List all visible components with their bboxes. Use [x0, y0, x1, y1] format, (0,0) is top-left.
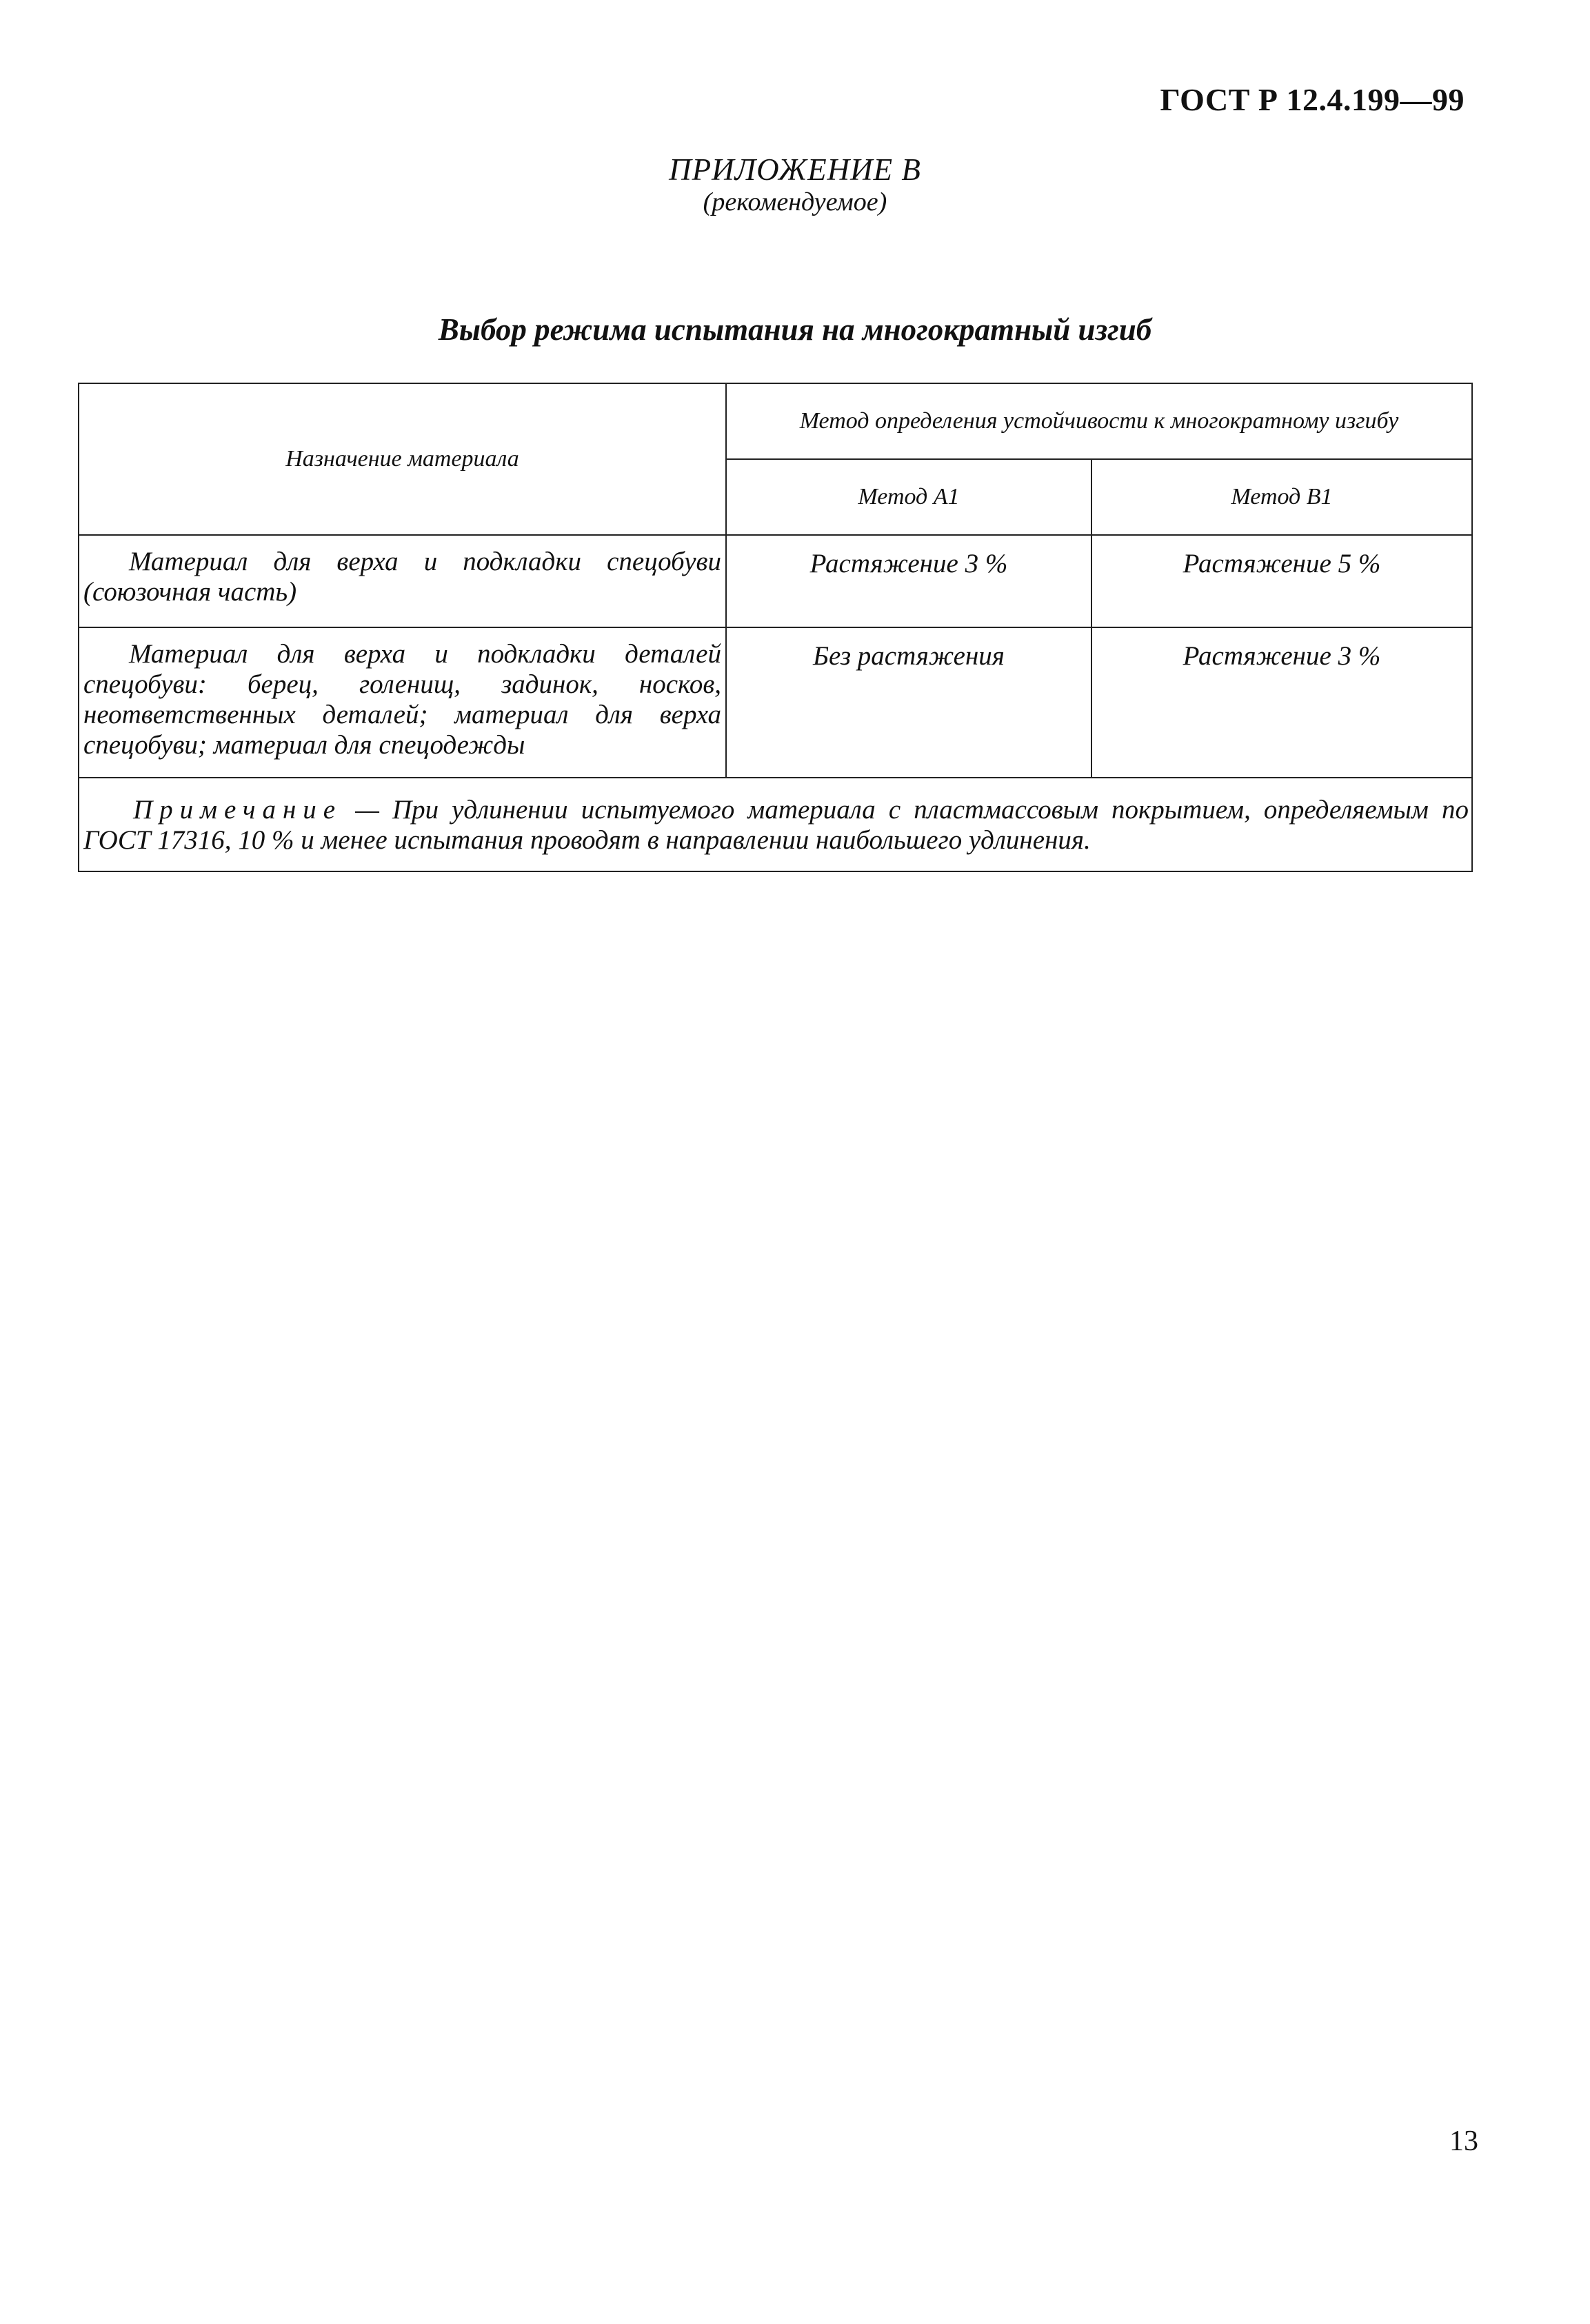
header-method-a1: Метод А1 [726, 459, 1091, 535]
row-material-cell: Материал для верха и подкладки деталей спецобуви: берец, голенищ, задинок, носков, неответственных деталей; материал для верха спецобуви; материал для спецодежды [79, 627, 726, 778]
page-number: 13 [1449, 2125, 1478, 2157]
note-text: — При удлинении испытуемого материала с пластмассовым покрытием, определяемым по ГОСТ 17316, 10 % и менее испытания проводят в направлении наибольшего удлинения. [83, 795, 1469, 855]
header-method-b1: Метод В1 [1091, 459, 1472, 535]
test-mode-table [78, 383, 1473, 872]
row-a1-cell: Без растяжения [726, 627, 1091, 778]
table-note [79, 778, 1472, 871]
table-row [79, 627, 1472, 778]
note-label: Примечание [133, 795, 343, 825]
table-row [79, 535, 1472, 627]
appendix-title: ПРИЛОЖЕНИЕ В [669, 152, 921, 187]
row-b1-cell: Растяжение 5 % [1091, 535, 1472, 627]
appendix-subtitle: (рекомендуемое) [703, 188, 887, 216]
table-title: Выбор режима испытания на многократный изгиб [438, 312, 1152, 347]
document-code: ГОСТ Р 12.4.199—99 [1160, 82, 1465, 117]
row-b1-cell: Растяжение 3 % [1091, 627, 1472, 778]
header-method-group: Метод определения устойчивости к многократному изгибу [726, 383, 1472, 459]
row-a1-cell: Растяжение 3 % [726, 535, 1091, 627]
header-material-purpose: Назначение материала [79, 383, 726, 535]
row-material-cell: Материал для верха и подкладки спецобуви (союзочная часть) [79, 535, 726, 627]
